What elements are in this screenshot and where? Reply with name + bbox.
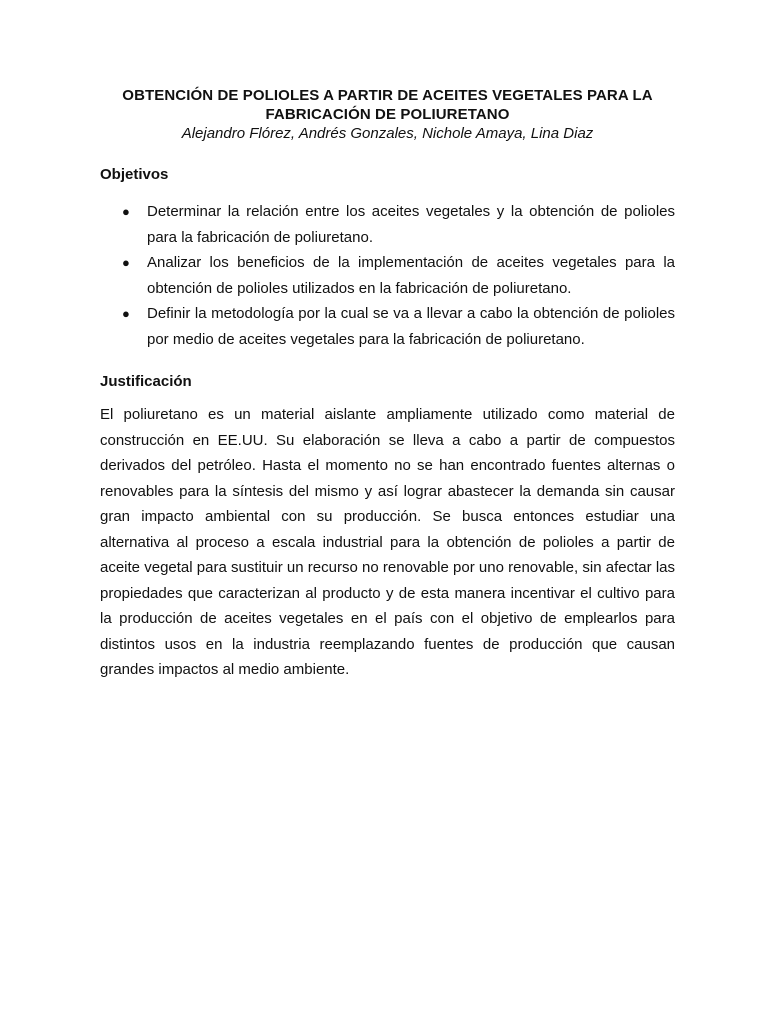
bullet-icon: ● bbox=[122, 204, 130, 219]
objetivos-heading: Objetivos bbox=[100, 166, 169, 183]
objective-text: Determinar la relación entre los aceites vegetales y la obtención de polioles para la fabricación de poliuretano. bbox=[147, 203, 675, 246]
list-item bbox=[122, 199, 675, 250]
justificacion-paragraph: El poliuretano es un material aislante ampliamente utilizado como material de construcción en EE.UU. Su elaboración se lleva a cabo a partir de compuestos derivados del petróleo. Hasta el momento no se han encontrado fuentes alternas o renovables para la síntesis del mismo y así lograr abastecer la demanda sin causar gran impacto ambiental con su producción. Se busca entonces estudiar una alternativa al proceso a escala industrial para la obtención de polioles a partir de aceite vegetal para sustituir un recurso no renovable por uno renovable, sin afectar las propiedades que caracterizan al producto y de esta manera incentivar el cultivo para la producción de aceites vegetales en el país con el objetivo de emplearlos para distintos usos en la industria reemplazando fuentes de producción que causan grandes impactos al medio ambiente. bbox=[100, 406, 675, 678]
document-title bbox=[100, 86, 675, 124]
list-item bbox=[122, 301, 675, 352]
objective-text: Definir la metodología por la cual se va a llevar a cabo la obtención de polioles por medio de aceites vegetales para la fabricación de poliuretano. bbox=[147, 305, 675, 348]
objective-text: Analizar los beneficios de la implementación de aceites vegetales para la obtención de polioles utilizados en la fabricación de poliuretano. bbox=[147, 254, 675, 297]
title-line-2: FABRICACIÓN DE POLIURETANO bbox=[265, 106, 510, 123]
bullet-icon: ● bbox=[122, 255, 130, 270]
objectives-list bbox=[100, 199, 675, 352]
document-content bbox=[100, 86, 675, 683]
list-item bbox=[122, 250, 675, 301]
bullet-icon: ● bbox=[122, 306, 130, 321]
authors: Alejandro Flórez, Andrés Gonzales, Nichole Amaya, Lina Diaz bbox=[181, 125, 594, 142]
title-line-1: OBTENCIÓN DE POLIOLES A PARTIR DE ACEITES VEGETALES PARA LA bbox=[122, 87, 653, 104]
justificacion-heading: Justificación bbox=[100, 373, 192, 390]
